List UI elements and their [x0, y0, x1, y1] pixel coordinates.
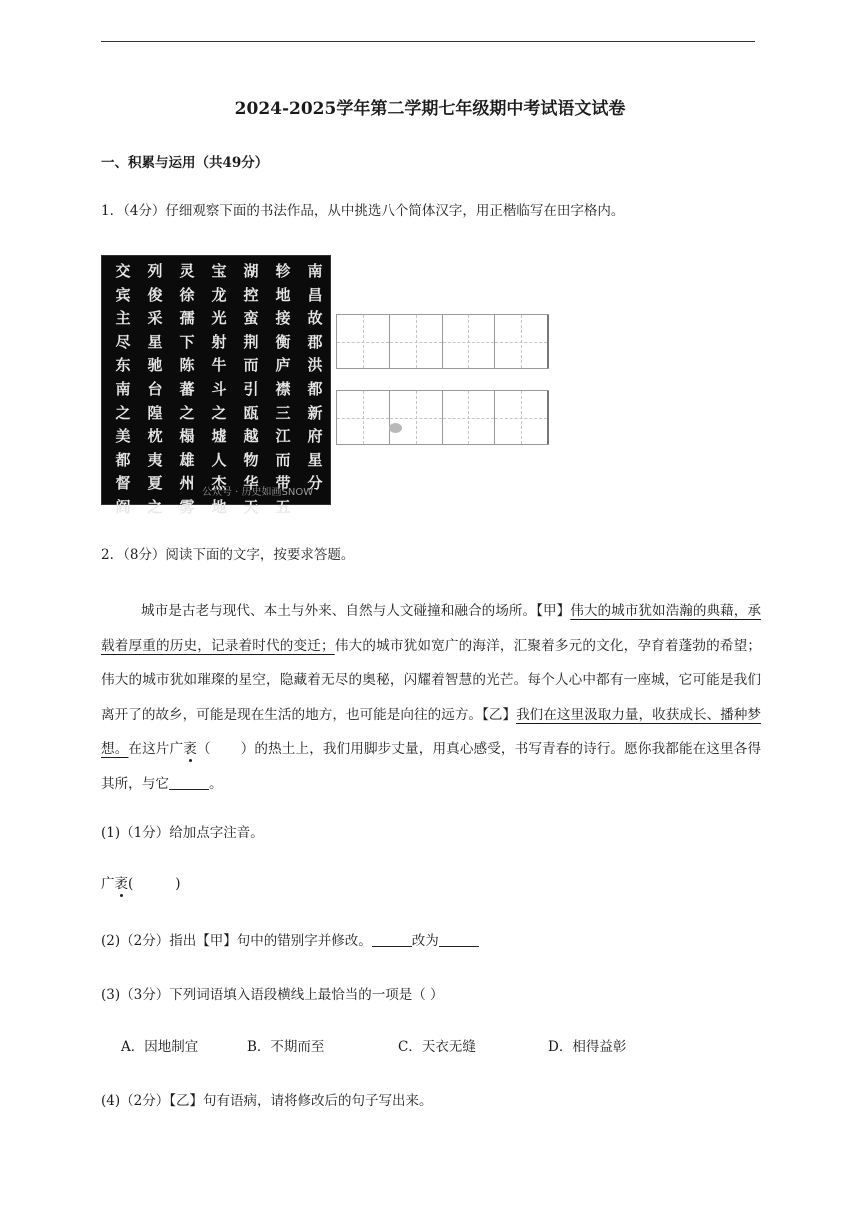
calligraphy-char: 墟: [211, 427, 227, 446]
watermark: 公众号 · 历史如画SNOW: [202, 487, 314, 498]
question-2: 2．（8分）阅读下面的文字，按要求答题。: [101, 547, 355, 563]
underlined-sentence-jia: 伟大的城市犹如浩瀚的典藉，承载着厚重的历史，记录着时代的变迁；: [101, 603, 761, 654]
dotted-char: 袤: [183, 741, 197, 757]
calligraphy-char: 州: [179, 474, 195, 493]
reading-passage: [101, 594, 761, 801]
calligraphy-char: 洪: [307, 356, 323, 375]
ink-smudge: [389, 423, 402, 433]
calligraphy-char: 带: [275, 474, 291, 493]
calligraphy-char: 府: [307, 427, 323, 446]
calligraphy-column: [110, 260, 136, 520]
calligraphy-char: 宾: [115, 285, 131, 304]
passage-text: 在这片广: [128, 741, 184, 757]
option-a[interactable]: A．因地制宜: [121, 1039, 199, 1055]
calligraphy-char: 光: [211, 309, 227, 328]
calligraphy-char: 引: [243, 379, 259, 398]
calligraphy-char: 接: [275, 309, 291, 328]
calligraphy-char: 夷: [147, 450, 163, 469]
tian-cell[interactable]: [337, 391, 390, 444]
calligraphy-char: 地: [275, 285, 291, 304]
option-c[interactable]: C．天衣无缝: [398, 1039, 476, 1055]
calligraphy-column: [270, 260, 296, 520]
calligraphy-char: 华: [243, 474, 259, 493]
calligraphy-column: [174, 260, 200, 520]
calligraphy-char: 陈: [179, 356, 195, 375]
calligraphy-char: 人: [211, 450, 227, 469]
calligraphy-column: [238, 260, 264, 520]
calligraphy-char: 台: [147, 379, 163, 398]
passage-text: 。: [208, 775, 223, 792]
calligraphy-char: 之: [179, 403, 195, 422]
calligraphy-char: 夏: [147, 474, 163, 493]
sub2-text: (2)（2分）指出【甲】句中的错别字并修改。: [101, 933, 372, 949]
tian-cell[interactable]: [443, 315, 496, 368]
calligraphy-char: 主: [115, 309, 131, 328]
calligraphy-char: 南: [115, 379, 131, 398]
calligraphy-char: 衡: [275, 332, 291, 351]
calligraphy-char: 郡: [307, 332, 323, 351]
calligraphy-char: 隍: [147, 403, 163, 422]
tian-grid-row-2[interactable]: [336, 390, 549, 445]
calligraphy-char: 灵: [179, 262, 195, 280]
calligraphy-char: 瓯: [243, 403, 259, 422]
calligraphy-char: 列: [147, 262, 163, 280]
calligraphy-char: 越: [243, 427, 259, 446]
fill-blank[interactable]: [439, 932, 479, 947]
pinyin-answer: [101, 872, 181, 892]
calligraphy-char: 俊: [147, 285, 163, 304]
calligraphy-char: 美: [115, 427, 131, 446]
passage-text: 城市是古老与现代、本土与外来、自然与人文碰撞和融合的场所。【甲】: [141, 603, 571, 619]
calligraphy-char: 天: [243, 497, 259, 516]
tian-cell[interactable]: [390, 391, 443, 444]
calligraphy-char: 星: [307, 450, 323, 469]
paren-open: (: [128, 876, 134, 892]
calligraphy-char: 襟: [275, 379, 291, 398]
fill-blank[interactable]: [372, 932, 412, 947]
calligraphy-image: [101, 255, 331, 516]
calligraphy-char: 控: [243, 285, 259, 304]
paren-close: ): [175, 876, 181, 892]
underlined-sentence-yi: 我们在这里汲取力量，收获成长、播种梦想。: [101, 706, 761, 757]
calligraphy-char: 徐: [179, 285, 195, 304]
question-1: 1．（4分）仔细观察下面的书法作品，从中挑选八个简体汉字，用正楷临写在田字格内。: [101, 203, 625, 219]
page-title: 2024-2025学年第二学期七年级期中考试语文试卷: [234, 99, 626, 119]
section-heading: 一、积累与运用（共49分）: [101, 155, 269, 171]
calligraphy-char: 宝: [211, 262, 227, 280]
calligraphy-column: [142, 260, 168, 520]
calligraphy-char: 雄: [179, 450, 195, 469]
answer-char: 广: [101, 876, 115, 892]
calligraphy-char: 下: [179, 332, 195, 351]
calligraphy-char: 三: [275, 403, 291, 422]
passage-text: ）的热土上，我们用脚步丈量，用真心感受，书写青春的诗行。愿你我都能在这里各得其所，与它: [101, 741, 762, 792]
calligraphy-char: 蛮: [243, 309, 259, 328]
calligraphy-char: 斗: [211, 379, 227, 398]
calligraphy-char: 轸: [275, 262, 291, 280]
sub2-text: 改为: [411, 933, 439, 949]
calligraphy-char: 物: [243, 450, 259, 469]
calligraphy-char: 枕: [147, 427, 163, 446]
tian-cell[interactable]: [390, 315, 443, 368]
calligraphy-char: 杰: [211, 474, 227, 493]
passage-text: 伟大的城市犹如宽广的海洋，汇聚着多元的文化，孕育着蓬勃的希望；伟大的城市犹如璀璨的星空，隐藏着无尽的奥秘，闪耀着智慧的光芒。每个人心中都有一座城，它可能是我们离开了的故乡，可能是现在生活的地方，也可能是向往的远方。【乙】: [101, 637, 762, 723]
option-b[interactable]: B．不期而至: [247, 1039, 325, 1055]
option-d[interactable]: D．相得益彰: [548, 1039, 627, 1055]
calligraphy-char: 牛: [211, 356, 227, 375]
calligraphy-char: 都: [307, 379, 323, 398]
calligraphy-char: 昌: [307, 285, 323, 304]
calligraphy-char: 江: [275, 427, 291, 446]
tian-cell[interactable]: [495, 391, 549, 444]
calligraphy-char: 孺: [179, 309, 195, 328]
dotted-char: 袤: [114, 876, 128, 892]
calligraphy-char: 之: [147, 497, 163, 516]
calligraphy-char: 榻: [179, 427, 195, 446]
calligraphy-char: 龙: [211, 285, 227, 304]
calligraphy-char: 分: [307, 474, 323, 493]
calligraphy-char: 东: [115, 356, 131, 375]
calligraphy-char: 射: [211, 332, 227, 351]
calligraphy-char: 故: [307, 309, 323, 328]
passage-text: （: [196, 741, 211, 757]
calligraphy-char: 雾: [179, 497, 195, 516]
header-rule: [101, 41, 755, 42]
calligraphy-char: 阎: [115, 497, 131, 516]
calligraphy-char: 而: [275, 450, 291, 469]
sub-question-3: (3)（3分）下列词语填入语段横线上最恰当的一项是（ ）: [101, 987, 444, 1003]
calligraphy-column: [302, 260, 328, 496]
tian-cell[interactable]: [337, 315, 390, 368]
fill-blank[interactable]: [169, 775, 209, 790]
sub-question-4: (4)（2分）【乙】句有语病，请将修改后的句子写出来。: [101, 1093, 433, 1109]
calligraphy-char: 驰: [147, 356, 163, 375]
calligraphy-char: 之: [115, 403, 131, 422]
calligraphy-char: 地: [211, 497, 227, 516]
calligraphy-char: 荆: [243, 332, 259, 351]
calligraphy-char: 蕃: [179, 379, 195, 398]
calligraphy-char: 星: [147, 332, 163, 351]
calligraphy-char: 湖: [243, 262, 259, 280]
tian-cell[interactable]: [443, 391, 496, 444]
calligraphy-char: 督: [115, 474, 131, 493]
calligraphy-char: 之: [211, 403, 227, 422]
tian-cell[interactable]: [495, 315, 549, 368]
calligraphy-char: 庐: [275, 356, 291, 375]
calligraphy-char: 都: [115, 450, 131, 469]
calligraphy-char: 而: [243, 356, 259, 375]
calligraphy-char: 南: [307, 262, 323, 280]
calligraphy-char: 新: [307, 403, 323, 422]
sub-question-2: [101, 929, 479, 949]
calligraphy-char: 交: [115, 262, 131, 280]
calligraphy-char: 五: [275, 497, 291, 516]
tian-grid-row-1[interactable]: [336, 314, 549, 369]
calligraphy-char: 尽: [115, 332, 131, 351]
calligraphy-char: 采: [147, 309, 163, 328]
calligraphy-column: [206, 260, 232, 520]
sub-question-1: (1)（1分）给加点字注音。: [101, 825, 264, 841]
